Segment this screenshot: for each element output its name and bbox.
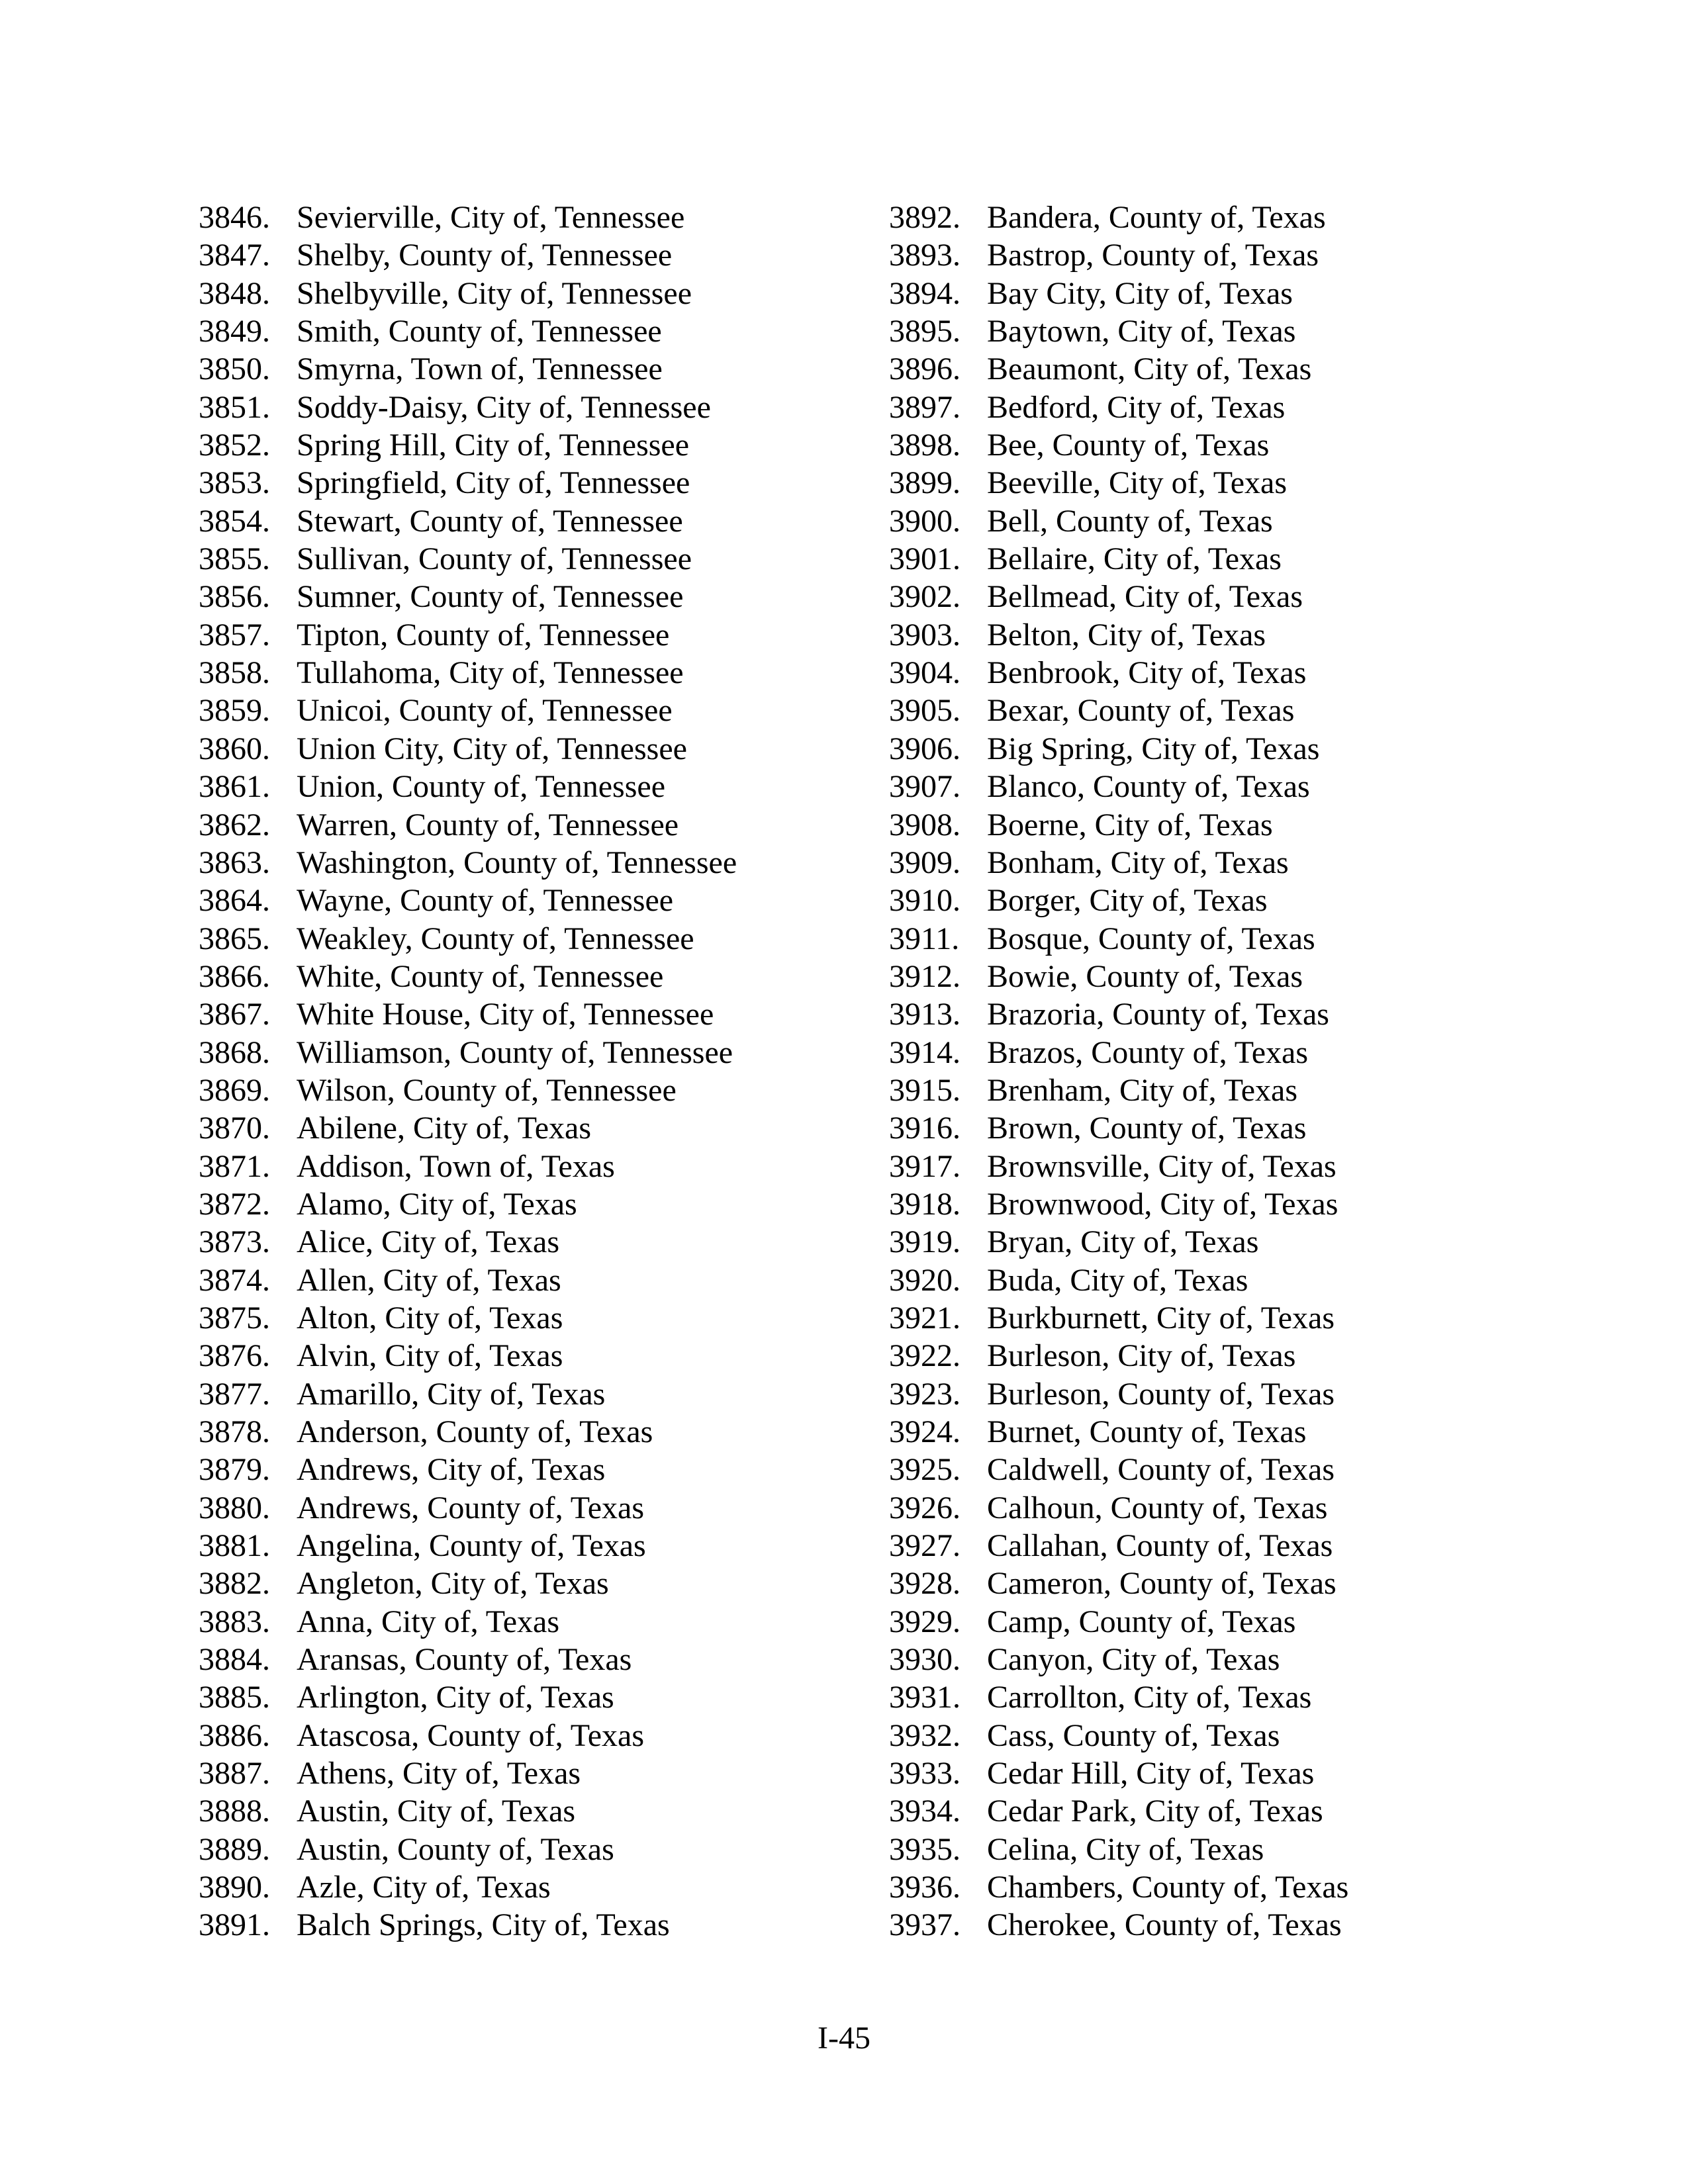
item-number: 3851. <box>199 389 270 425</box>
item-number: 3934. <box>889 1794 961 1829</box>
item-label: Allen, City of, Texas <box>297 1262 561 1298</box>
item-label: Abilene, City of, Texas <box>297 1111 592 1146</box>
item-number: 3871. <box>199 1148 270 1184</box>
item-label: Union, County of, Tennessee <box>297 769 666 805</box>
item-label: Burnet, County of, Texas <box>987 1414 1307 1449</box>
item-number: 3880. <box>199 1490 270 1525</box>
item-number: 3850. <box>199 351 270 387</box>
list-item <box>199 1678 874 1716</box>
list-item <box>889 958 1472 995</box>
list-item <box>889 882 1472 919</box>
item-label: Washington, County of, Tennessee <box>297 844 737 880</box>
item-label: Canyon, City of, Texas <box>987 1642 1280 1678</box>
item-number: 3856. <box>199 579 270 615</box>
item-label: Austin, City of, Texas <box>297 1794 576 1829</box>
item-number: 3866. <box>199 958 270 994</box>
item-label: Brownwood, City of, Texas <box>987 1186 1338 1222</box>
list-item <box>199 768 874 805</box>
item-number: 3929. <box>889 1604 961 1639</box>
list-item <box>199 806 874 844</box>
item-label: Shelby, County of, Tennessee <box>297 238 673 273</box>
item-label: Wilson, County of, Tennessee <box>297 1072 677 1108</box>
list-item <box>199 236 874 274</box>
item-label: Angleton, City of, Texas <box>297 1566 609 1602</box>
item-number: 3848. <box>199 275 270 311</box>
item-label: Cedar Hill, City of, Texas <box>987 1756 1315 1792</box>
item-label: Anna, City of, Texas <box>297 1604 560 1639</box>
item-label: Soddy-Daisy, City of, Tennessee <box>297 389 711 425</box>
item-number: 3867. <box>199 997 270 1032</box>
list-item <box>199 388 874 426</box>
item-number: 3897. <box>889 389 961 425</box>
list-item <box>199 844 874 882</box>
list-item <box>889 1603 1472 1641</box>
list-item <box>889 1451 1472 1488</box>
item-number: 3914. <box>889 1034 961 1070</box>
list-item <box>199 920 874 958</box>
left-column <box>199 199 874 1944</box>
list-item <box>199 1451 874 1488</box>
item-label: Sevierville, City of, Tennessee <box>297 200 685 235</box>
item-number: 3920. <box>889 1262 961 1298</box>
item-label: Brazos, County of, Texas <box>987 1034 1309 1070</box>
item-label: Shelbyville, City of, Tennessee <box>297 275 692 311</box>
item-number: 3906. <box>889 731 961 766</box>
item-label: White House, City of, Tennessee <box>297 997 714 1032</box>
item-label: Burleson, City of, Texas <box>987 1338 1296 1374</box>
item-number: 3874. <box>199 1262 270 1298</box>
item-number: 3854. <box>199 503 270 539</box>
item-label: Unicoi, County of, Tennessee <box>297 693 673 729</box>
item-label: Warren, County of, Tennessee <box>297 807 679 842</box>
list-item <box>199 958 874 995</box>
item-label: Andrews, County of, Texas <box>297 1490 645 1525</box>
list-item <box>889 692 1472 729</box>
item-number: 3884. <box>199 1642 270 1678</box>
item-label: Athens, City of, Texas <box>297 1756 581 1792</box>
item-number: 3930. <box>889 1642 961 1678</box>
item-label: Blanco, County of, Texas <box>987 769 1310 805</box>
list-item <box>199 1906 874 1944</box>
item-number: 3889. <box>199 1831 270 1867</box>
item-number: 3863. <box>199 844 270 880</box>
list-item <box>889 1261 1472 1299</box>
list-item <box>889 768 1472 805</box>
list-item <box>889 578 1472 615</box>
item-label: Atascosa, County of, Texas <box>297 1717 644 1753</box>
item-label: Union City, City of, Tennessee <box>297 731 687 766</box>
list-item <box>199 882 874 919</box>
item-number: 3902. <box>889 579 961 615</box>
list-item <box>199 1261 874 1299</box>
list-item <box>199 199 874 236</box>
item-number: 3868. <box>199 1034 270 1070</box>
item-number: 3852. <box>199 428 270 463</box>
item-label: Sullivan, County of, Tennessee <box>297 541 692 577</box>
list-item <box>199 1223 874 1261</box>
item-label: Cameron, County of, Texas <box>987 1566 1336 1602</box>
item-number: 3876. <box>199 1338 270 1374</box>
list-item <box>199 426 874 464</box>
item-label: Bee, County of, Texas <box>987 428 1270 463</box>
list-item <box>889 1185 1472 1223</box>
item-label: Bellmead, City of, Texas <box>987 579 1303 615</box>
list-item <box>199 1148 874 1185</box>
item-number: 3922. <box>889 1338 961 1374</box>
list-item <box>889 616 1472 654</box>
list-item <box>889 1413 1472 1451</box>
list-item <box>889 1641 1472 1678</box>
list-item <box>889 312 1472 350</box>
item-number: 3862. <box>199 807 270 842</box>
item-number: 3869. <box>199 1072 270 1108</box>
list-item <box>889 502 1472 540</box>
list-item <box>199 1071 874 1109</box>
item-label: Bay City, City of, Texas <box>987 275 1293 311</box>
item-number: 3935. <box>889 1831 961 1867</box>
item-label: Brownsville, City of, Texas <box>987 1148 1336 1184</box>
item-label: Bandera, County of, Texas <box>987 200 1326 235</box>
item-number: 3875. <box>199 1300 270 1336</box>
item-label: Brown, County of, Texas <box>987 1111 1307 1146</box>
item-label: Bell, County of, Texas <box>987 503 1273 539</box>
item-label: Bonham, City of, Texas <box>987 844 1289 880</box>
item-label: Beaumont, City of, Texas <box>987 351 1312 387</box>
item-number: 3858. <box>199 655 270 691</box>
list-item <box>199 312 874 350</box>
item-number: 3872. <box>199 1186 270 1222</box>
list-item <box>199 1717 874 1754</box>
item-number: 3913. <box>889 997 961 1032</box>
item-number: 3899. <box>889 465 961 501</box>
list-item <box>199 995 874 1033</box>
list-item <box>889 654 1472 692</box>
item-number: 3933. <box>889 1756 961 1792</box>
item-number: 3904. <box>889 655 961 691</box>
list-item <box>889 464 1472 502</box>
item-number: 3846. <box>199 200 270 235</box>
item-number: 3901. <box>889 541 961 577</box>
item-number: 3915. <box>889 1072 961 1108</box>
item-label: Bellaire, City of, Texas <box>987 541 1282 577</box>
list-item <box>889 1489 1472 1527</box>
item-number: 3898. <box>889 428 961 463</box>
item-number: 3895. <box>889 314 961 349</box>
list-item <box>889 1868 1472 1906</box>
list-item <box>199 730 874 768</box>
list-item <box>199 1337 874 1375</box>
item-label: Smyrna, Town of, Tennessee <box>297 351 663 387</box>
list-item <box>889 1831 1472 1868</box>
item-number: 3892. <box>889 200 961 235</box>
list-item <box>199 1603 874 1641</box>
item-label: Cass, County of, Texas <box>987 1717 1280 1753</box>
item-label: Angelina, County of, Texas <box>297 1528 646 1564</box>
item-label: Callahan, County of, Texas <box>987 1528 1333 1564</box>
list-item <box>889 1223 1472 1261</box>
item-number: 3888. <box>199 1794 270 1829</box>
item-label: Arlington, City of, Texas <box>297 1680 614 1715</box>
item-label: Big Spring, City of, Texas <box>987 731 1320 766</box>
item-label: Bosque, County of, Texas <box>987 921 1315 956</box>
item-number: 3865. <box>199 921 270 956</box>
list-item <box>889 1754 1472 1792</box>
list-item <box>889 1071 1472 1109</box>
item-number: 3923. <box>889 1376 961 1412</box>
list-item <box>199 540 874 578</box>
item-label: Buda, City of, Texas <box>987 1262 1248 1298</box>
list-item <box>199 616 874 654</box>
item-number: 3864. <box>199 883 270 919</box>
list-item <box>199 350 874 388</box>
item-label: Anderson, County of, Texas <box>297 1414 653 1449</box>
list-item <box>889 806 1472 844</box>
list-item <box>199 1565 874 1602</box>
list-item <box>199 1034 874 1071</box>
item-number: 3896. <box>889 351 961 387</box>
list-item <box>889 1678 1472 1716</box>
item-number: 3860. <box>199 731 270 766</box>
item-number: 3873. <box>199 1224 270 1260</box>
item-number: 3936. <box>889 1870 961 1905</box>
item-label: Azle, City of, Texas <box>297 1870 551 1905</box>
item-number: 3937. <box>889 1907 961 1943</box>
list-item <box>889 1906 1472 1944</box>
item-number: 3878. <box>199 1414 270 1449</box>
list-item <box>889 426 1472 464</box>
item-number: 3870. <box>199 1111 270 1146</box>
item-label: Calhoun, County of, Texas <box>987 1490 1328 1525</box>
list-item <box>889 1148 1472 1185</box>
item-label: Baytown, City of, Texas <box>987 314 1296 349</box>
item-number: 3882. <box>199 1566 270 1602</box>
item-number: 3855. <box>199 541 270 577</box>
item-number: 3879. <box>199 1452 270 1488</box>
list-item <box>889 236 1472 274</box>
item-number: 3931. <box>889 1680 961 1715</box>
item-label: White, County of, Tennessee <box>297 958 664 994</box>
item-label: Alton, City of, Texas <box>297 1300 563 1336</box>
list-item <box>199 1375 874 1413</box>
item-label: Beeville, City of, Texas <box>987 465 1287 501</box>
list-item <box>199 275 874 312</box>
item-label: Carrollton, City of, Texas <box>987 1680 1312 1715</box>
item-number: 3926. <box>889 1490 961 1525</box>
item-number: 3918. <box>889 1186 961 1222</box>
item-number: 3909. <box>889 844 961 880</box>
item-number: 3849. <box>199 314 270 349</box>
item-label: Bexar, County of, Texas <box>987 693 1295 729</box>
list-item <box>889 1034 1472 1071</box>
item-label: Benbrook, City of, Texas <box>987 655 1307 691</box>
list-item <box>199 578 874 615</box>
list-item <box>889 920 1472 958</box>
list-item <box>199 1641 874 1678</box>
item-label: Boerne, City of, Texas <box>987 807 1273 842</box>
list-item <box>889 199 1472 236</box>
list-item <box>199 1413 874 1451</box>
item-number: 3890. <box>199 1870 270 1905</box>
list-item <box>199 1299 874 1337</box>
item-label: Tullahoma, City of, Tennessee <box>297 655 684 691</box>
item-number: 3921. <box>889 1300 961 1336</box>
item-label: Addison, Town of, Texas <box>297 1148 615 1184</box>
list-item <box>199 1792 874 1830</box>
item-number: 3928. <box>889 1566 961 1602</box>
item-label: Cherokee, County of, Texas <box>987 1907 1342 1943</box>
item-number: 3905. <box>889 693 961 729</box>
item-number: 3891. <box>199 1907 270 1943</box>
item-label: Amarillo, City of, Texas <box>297 1376 606 1412</box>
item-label: Bastrop, County of, Texas <box>987 238 1319 273</box>
list-item <box>889 1375 1472 1413</box>
item-number: 3893. <box>889 238 961 273</box>
list-item <box>199 1831 874 1868</box>
item-label: Alamo, City of, Texas <box>297 1186 577 1222</box>
item-label: Williamson, County of, Tennessee <box>297 1034 733 1070</box>
list-item <box>889 1527 1472 1565</box>
item-label: Camp, County of, Texas <box>987 1604 1296 1639</box>
item-number: 3917. <box>889 1148 961 1184</box>
list-item <box>889 844 1472 882</box>
item-number: 3861. <box>199 769 270 805</box>
page-number: I-45 <box>818 2021 870 2056</box>
list-item <box>889 388 1472 426</box>
item-label: Burkburnett, City of, Texas <box>987 1300 1335 1336</box>
item-label: Spring Hill, City of, Tennessee <box>297 428 690 463</box>
item-number: 3881. <box>199 1528 270 1564</box>
item-number: 3912. <box>889 958 961 994</box>
item-number: 3924. <box>889 1414 961 1449</box>
item-number: 3885. <box>199 1680 270 1715</box>
list-item <box>199 1185 874 1223</box>
list-item <box>889 540 1472 578</box>
list-item <box>889 350 1472 388</box>
item-label: Tipton, County of, Tennessee <box>297 617 670 653</box>
list-item <box>199 654 874 692</box>
item-number: 3916. <box>889 1111 961 1146</box>
item-number: 3887. <box>199 1756 270 1792</box>
list-item <box>199 464 874 502</box>
item-number: 3907. <box>889 769 961 805</box>
item-number: 3859. <box>199 693 270 729</box>
list-item <box>889 275 1472 312</box>
item-number: 3894. <box>889 275 961 311</box>
item-label: Brenham, City of, Texas <box>987 1072 1298 1108</box>
item-number: 3932. <box>889 1717 961 1753</box>
list-item <box>889 730 1472 768</box>
item-label: Sumner, County of, Tennessee <box>297 579 684 615</box>
list-item <box>199 1527 874 1565</box>
item-label: Celina, City of, Texas <box>987 1831 1264 1867</box>
item-label: Andrews, City of, Texas <box>297 1452 606 1488</box>
item-number: 3925. <box>889 1452 961 1488</box>
item-label: Austin, County of, Texas <box>297 1831 614 1867</box>
item-number: 3903. <box>889 617 961 653</box>
item-label: Weakley, County of, Tennessee <box>297 921 694 956</box>
list-item <box>889 1109 1472 1147</box>
item-label: Springfield, City of, Tennessee <box>297 465 690 501</box>
item-number: 3883. <box>199 1604 270 1639</box>
list-item <box>889 1299 1472 1337</box>
item-number: 3919. <box>889 1224 961 1260</box>
list-item <box>199 1754 874 1792</box>
item-number: 3927. <box>889 1528 961 1564</box>
list-item <box>889 1565 1472 1602</box>
item-number: 3877. <box>199 1376 270 1412</box>
item-label: Stewart, County of, Tennessee <box>297 503 683 539</box>
item-label: Bowie, County of, Texas <box>987 958 1303 994</box>
list-item <box>199 692 874 729</box>
right-column <box>889 199 1472 1944</box>
list-item <box>199 1489 874 1527</box>
list-item <box>199 1868 874 1906</box>
list-item <box>889 995 1472 1033</box>
list-item <box>889 1337 1472 1375</box>
list-item <box>889 1717 1472 1754</box>
item-number: 3886. <box>199 1717 270 1753</box>
item-label: Brazoria, County of, Texas <box>987 997 1329 1032</box>
item-number: 3847. <box>199 238 270 273</box>
list-item <box>889 1792 1472 1830</box>
item-label: Aransas, County of, Texas <box>297 1642 632 1678</box>
list-item <box>199 502 874 540</box>
item-label: Alice, City of, Texas <box>297 1224 560 1260</box>
item-label: Bryan, City of, Texas <box>987 1224 1259 1260</box>
item-number: 3911. <box>889 921 960 956</box>
item-number: 3853. <box>199 465 270 501</box>
item-label: Smith, County of, Tennessee <box>297 314 662 349</box>
item-number: 3910. <box>889 883 961 919</box>
item-number: 3908. <box>889 807 961 842</box>
item-label: Wayne, County of, Tennessee <box>297 883 674 919</box>
item-number: 3900. <box>889 503 961 539</box>
list-item <box>199 1109 874 1147</box>
item-number: 3857. <box>199 617 270 653</box>
item-label: Balch Springs, City of, Texas <box>297 1907 670 1943</box>
item-label: Cedar Park, City of, Texas <box>987 1794 1323 1829</box>
item-label: Chambers, County of, Texas <box>987 1870 1349 1905</box>
item-label: Borger, City of, Texas <box>987 883 1268 919</box>
item-label: Alvin, City of, Texas <box>297 1338 563 1374</box>
item-label: Bedford, City of, Texas <box>987 389 1286 425</box>
item-label: Belton, City of, Texas <box>987 617 1266 653</box>
item-label: Burleson, County of, Texas <box>987 1376 1335 1412</box>
item-label: Caldwell, County of, Texas <box>987 1452 1335 1488</box>
